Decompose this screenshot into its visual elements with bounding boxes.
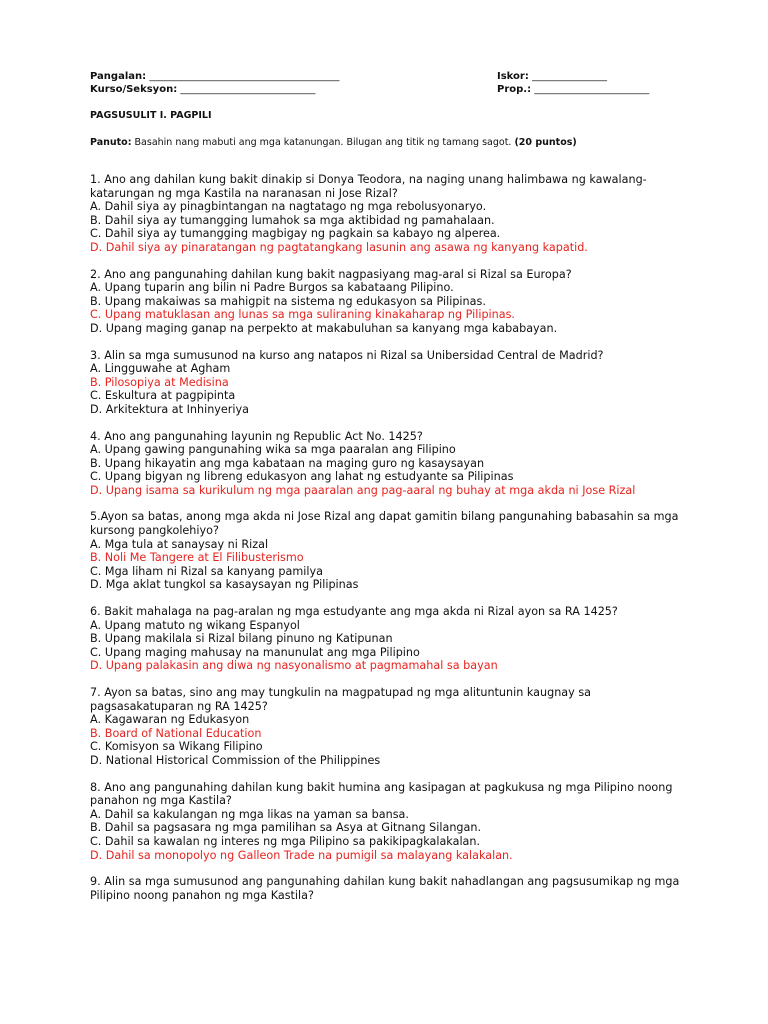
answer-choice[interactable]: A. Upang tuparin ang bilin ni Padre Burgos sa kabataang Pilipino. (90, 281, 454, 295)
answer-choice[interactable]: B. Upang hikayatin ang mga kabataan na maging guro ng kasaysayan (90, 456, 485, 470)
answer-choice-correct[interactable]: D. Dahil siya ay pinaratangan ng pagtatangkang lasunin ang asawa ng kanyang kapatid. (90, 240, 588, 254)
question-stem: 4. Ano ang pangunahing layunin ng Republic Act No. 1425? (90, 429, 423, 443)
answer-choice[interactable]: A. Upang matuto ng wikang Espanyol (90, 618, 300, 632)
question-item (90, 686, 690, 768)
question-stem: 2. Ano ang pangunahing dahilan kung bakit nagpasiyang mag-aral si Rizal sa Europa? (90, 267, 572, 281)
answer-choice[interactable]: C. Mga liham ni Rizal sa kanyang pamilya (90, 564, 323, 578)
quiz-page (90, 70, 690, 915)
question-item (90, 605, 690, 673)
answer-choice[interactable]: C. Upang maging mahusay na manunulat ang mga Pilipino (90, 645, 420, 659)
answer-choice[interactable]: C. Komisyon sa Wikang Filipino (90, 740, 263, 754)
answer-choice[interactable]: A. Upang gawing pangunahing wika sa mga paaralan ang Filipino (90, 443, 456, 457)
answer-choice-correct[interactable]: D. Upang isama sa kurikulum ng mga paaralan ang pag-aaral ng buhay at mga akda ni Jose Rizal (90, 483, 636, 497)
answer-choice[interactable]: D. National Historical Commission of the Philippines (90, 753, 381, 767)
answer-choice[interactable]: D. Mga aklat tungkol sa kasaysayan ng Pilipinas (90, 578, 359, 592)
answer-choice[interactable]: D. Arkitektura at Inhinyeriya (90, 402, 249, 416)
instructions-points: (20 puntos) (514, 137, 577, 148)
course-blank: ___________________________ (180, 84, 316, 95)
answer-choice[interactable]: B. Dahil siya ay tumangging lumahok sa mga aktibidad ng pamahalaan. (90, 213, 495, 227)
question-stem: 6. Bakit mahalaga na pag-aralan ng mga estudyante ang mga akda ni Rizal ayon sa RA 1425? (90, 605, 618, 619)
answer-choice-correct[interactable]: D. Upang palakasin ang diwa ng nasyonalismo at pagmamahal sa bayan (90, 659, 498, 673)
answer-choice[interactable]: A. Kagawaran ng Edukasyon (90, 713, 250, 727)
question-item (90, 268, 690, 336)
question-stem: 7. Ayon sa batas, sino ang may tungkulin na magpatupad ng mga alituntunin kaugnay sa pagsasakatuparan ng RA 1425? (90, 686, 591, 713)
name-blank: ______________________________________ (149, 71, 340, 82)
instructions (90, 136, 690, 149)
answer-choice[interactable]: A. Lingguwahe at Agham (90, 362, 231, 376)
course-field (90, 83, 315, 96)
answer-choice[interactable]: B. Upang makilala si Rizal bilang pinuno ng Katipunan (90, 632, 393, 646)
question-item (90, 349, 690, 417)
question-item (90, 430, 690, 498)
answer-choice[interactable]: A. Dahil siya ay pinagbintangan na nagtatago ng mga rebolusyonaryo. (90, 200, 487, 214)
header-row-2 (90, 83, 690, 96)
answer-choice[interactable]: C. Dahil sa kawalan ng interes ng mga Pilipino sa pakikipagkalakalan. (90, 834, 481, 848)
answer-choice[interactable]: C. Dahil siya ay tumangging magbigay ng pagkain sa kabayo ng alperea. (90, 227, 501, 241)
header-row-1 (90, 70, 690, 83)
answer-choice-correct[interactable]: B. Board of National Education (90, 726, 262, 740)
question-list (90, 173, 690, 902)
question-stem: 3. Alin sa mga sumusunod na kurso ang natapos ni Rizal sa Unibersidad Central de Madrid? (90, 348, 604, 362)
answer-choice-correct[interactable]: D. Dahil sa monopolyo ng Galleon Trade na pumigil sa malayang kalakalan. (90, 848, 513, 862)
instructions-label: Panuto: (90, 137, 132, 148)
instructions-text: Basahin nang mabuti ang mga katanungan. Bilugan ang titik ng tamang sagot. (131, 137, 515, 148)
question-item (90, 875, 690, 902)
professor-label: Prop.: (497, 84, 532, 95)
question-stem: 1. Ano ang dahilan kung bakit dinakip si Donya Teodora, na naging unang halimbawa ng kawalang-katarungan ng mga Kastila na naranasan ni Jose Rizal? (90, 173, 647, 200)
answer-choice[interactable]: D. Upang maging ganap na perpekto at makabuluhan sa kanyang mga kababayan. (90, 321, 558, 335)
score-blank: _______________ (532, 71, 608, 82)
professor-field (497, 83, 649, 96)
question-item (90, 781, 690, 863)
question-item (90, 510, 690, 592)
answer-choice[interactable]: C. Eskultura at pagpipinta (90, 389, 236, 403)
score-field (497, 70, 607, 83)
question-stem: 9. Alin sa mga sumusunod ang pangunahing dahilan kung bakit nahadlangan ang pagsusumikap ng mga Pilipino noong panahon ng mga Kastila? (90, 875, 680, 902)
name-field (90, 70, 339, 83)
answer-choice[interactable]: B. Upang makaiwas sa mahigpit na sistema ng edukasyon sa Pilipinas. (90, 294, 486, 308)
answer-choice-correct[interactable]: B. Pilosopiya at Medisina (90, 375, 229, 389)
course-label: Kurso/Seksyon: (90, 84, 178, 95)
name-label: Pangalan: (90, 71, 147, 82)
answer-choice[interactable]: C. Upang bigyan ng libreng edukasyon ang lahat ng estudyante sa Pilipinas (90, 470, 514, 484)
answer-choice-correct[interactable]: B. Noli Me Tangere at El Filibusterismo (90, 551, 304, 565)
question-item (90, 173, 690, 255)
score-label: Iskor: (497, 71, 529, 82)
professor-blank: _______________________ (534, 84, 650, 95)
section-title: PAGSUSULIT I. PAGPILI (90, 110, 212, 121)
answer-choice[interactable]: A. Mga tula at sanaysay ni Rizal (90, 537, 269, 551)
answer-choice[interactable]: B. Dahil sa pagsasara ng mga pamilihan sa Asya at Gitnang Silangan. (90, 821, 482, 835)
answer-choice-correct[interactable]: C. Upang matuklasan ang lunas sa mga suliraning kinakaharap ng Pilipinas. (90, 308, 515, 322)
question-stem: 5.Ayon sa batas, anong mga akda ni Jose Rizal ang dapat gamitin bilang pangunahing babasahin sa mga kursong pangkolehiyo? (90, 510, 679, 538)
question-stem: 8. Ano ang pangunahing dahilan kung bakit humina ang kasipagan at pagkukusa ng mga Pilipino noong panahon ng mga Kastila? (90, 780, 673, 808)
answer-choice[interactable]: A. Dahil sa kakulangan ng mga likas na yaman sa bansa. (90, 807, 409, 821)
